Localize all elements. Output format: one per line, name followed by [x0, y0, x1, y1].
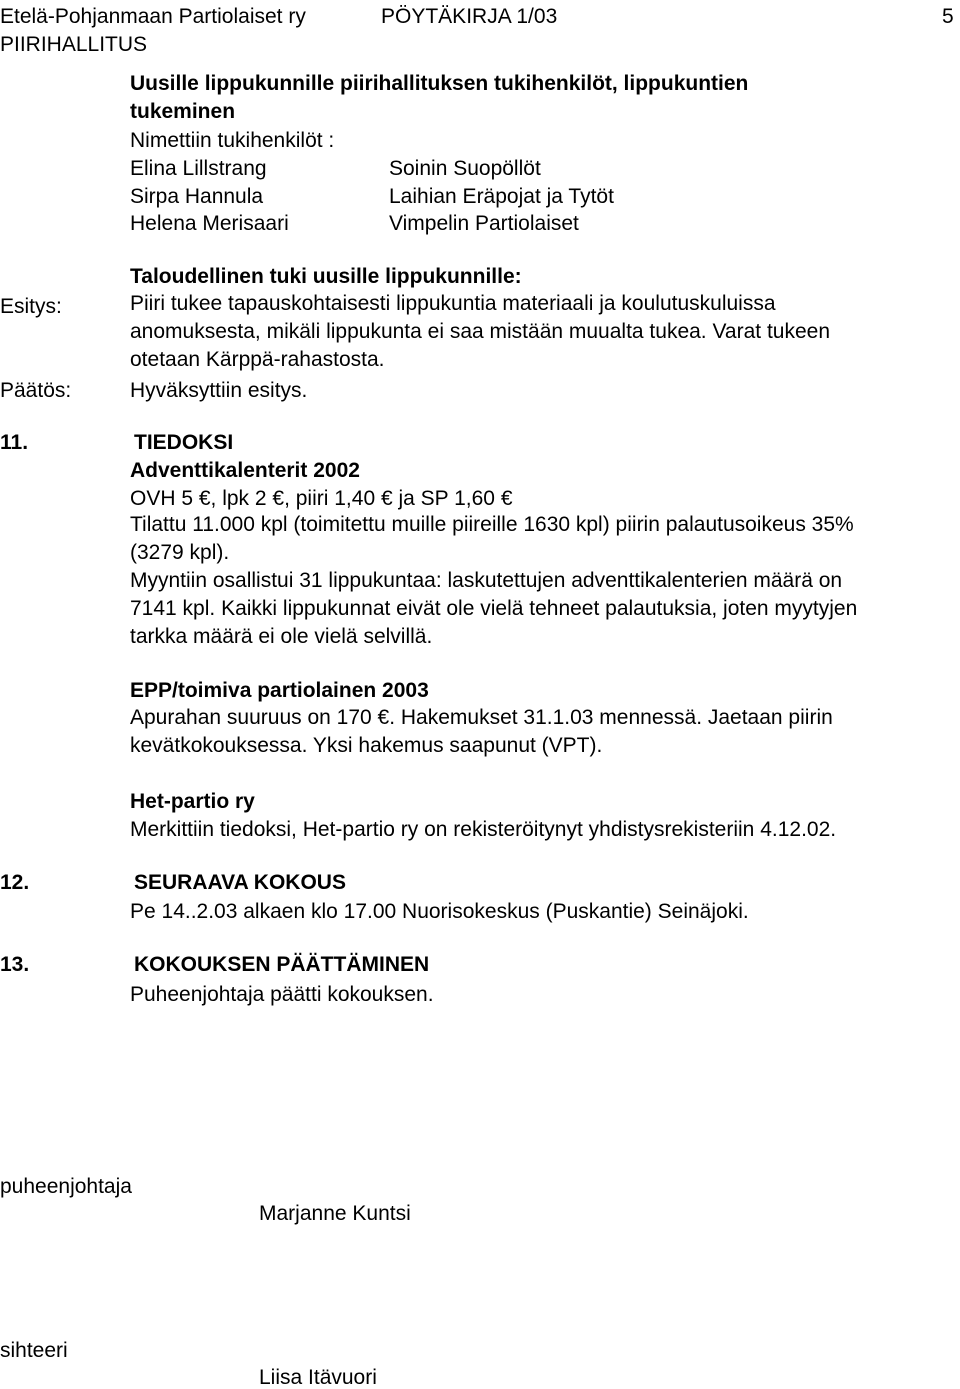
- proposal-line: otetaan Kärppä-rahastosta.: [130, 348, 385, 371]
- chair-name: Marjanne Kuntsi: [259, 1202, 411, 1225]
- support-heading-line1: Uusille lippukunnille piirihallituksen tukihenkilöt, lippukuntien: [130, 72, 749, 95]
- support-person-name: Helena Merisaari: [130, 212, 289, 235]
- proposal-text: [130, 290, 830, 374]
- organization-name: Etelä-Pohjanmaan Partiolaiset ry: [0, 5, 306, 28]
- secretary-label: sihteeri: [0, 1339, 68, 1362]
- proposal-line: Piiri tukee tapauskohtaisesti lippukuntia materiaali ja koulutuskuluissa: [130, 292, 776, 315]
- ordered-line: Tilattu 11.000 kpl (toimitettu muille piireille 1630 kpl) piirin palautusoikeus 35%: [130, 513, 854, 536]
- epp-line: Apurahan suuruus on 170 €. Hakemukset 31.1.03 mennessä. Jaetaan piirin: [130, 706, 833, 729]
- section-11-number: 11.: [0, 431, 29, 454]
- section-13-number: 13.: [0, 953, 30, 976]
- ordered-line: (3279 kpl).: [130, 541, 230, 564]
- advent-ordered: [130, 511, 854, 567]
- proposal-line: anomuksesta, mikäli lippukunta ei saa mistään muualta tukea. Varat tukeen: [130, 320, 830, 343]
- secretary-name: Liisa Itävuori: [259, 1366, 377, 1389]
- section-11-title: TIEDOKSI: [134, 431, 234, 454]
- section-12-number: 12.: [0, 871, 30, 894]
- advent-heading: Adventtikalenterit 2002: [130, 459, 360, 482]
- financial-heading: Taloudellinen tuki uusille lippukunnille:: [130, 265, 522, 288]
- document-title: PÖYTÄKIRJA 1/03: [381, 5, 558, 28]
- decision-label: Päätös:: [0, 379, 72, 402]
- support-heading-line2: tukeminen: [130, 100, 236, 123]
- decision-text: Hyväksyttiin esitys.: [130, 379, 308, 402]
- epp-line: kevätkokouksessa. Yksi hakemus saapunut (VPT).: [130, 734, 603, 757]
- sales-line: Myyntiin osallistui 31 lippukuntaa: laskutettujen adventtikalenterien määrä on: [130, 569, 843, 592]
- epp-heading: EPP/toimiva partiolainen 2003: [130, 679, 429, 702]
- advent-sales: [130, 567, 857, 651]
- het-partio-heading: Het-partio ry: [130, 790, 255, 813]
- epp-text: [130, 704, 833, 760]
- page-number: 5: [942, 5, 954, 28]
- proposal-label: Esitys:: [0, 295, 62, 318]
- next-meeting-text: Pe 14..2.03 alkaen klo 17.00 Nuorisokeskus (Puskantie) Seinäjoki.: [130, 900, 749, 923]
- het-partio-text: Merkittiin tiedoksi, Het-partio ry on rekisteröitynyt yhdistysrekisteriin 4.12.02.: [130, 818, 837, 841]
- support-person-group: Vimpelin Partiolaiset: [389, 212, 579, 235]
- department-name: PIIRIHALLITUS: [0, 33, 148, 56]
- support-person-name: Sirpa Hannula: [130, 185, 264, 208]
- section-13-title: KOKOUKSEN PÄÄTTÄMINEN: [134, 953, 430, 976]
- support-person-group: Soinin Suopöllöt: [389, 157, 541, 180]
- sales-line: tarkka määrä ei ole vielä selvillä.: [130, 625, 433, 648]
- support-intro: Nimettiin tukihenkilöt :: [130, 129, 335, 152]
- chair-label: puheenjohtaja: [0, 1175, 132, 1198]
- support-person-name: Elina Lillstrang: [130, 157, 267, 180]
- sales-line: 7141 kpl. Kaikki lippukunnat eivät ole vielä tehneet palautuksia, joten myytyjen: [130, 597, 858, 620]
- support-person-group: Laihian Eräpojat ja Tytöt: [389, 185, 614, 208]
- closing-text: Puheenjohtaja päätti kokouksen.: [130, 983, 434, 1006]
- section-12-title: SEURAAVA KOKOUS: [134, 871, 346, 894]
- advent-prices: OVH 5 €, lpk 2 €, piiri 1,40 € ja SP 1,60 €: [130, 487, 513, 510]
